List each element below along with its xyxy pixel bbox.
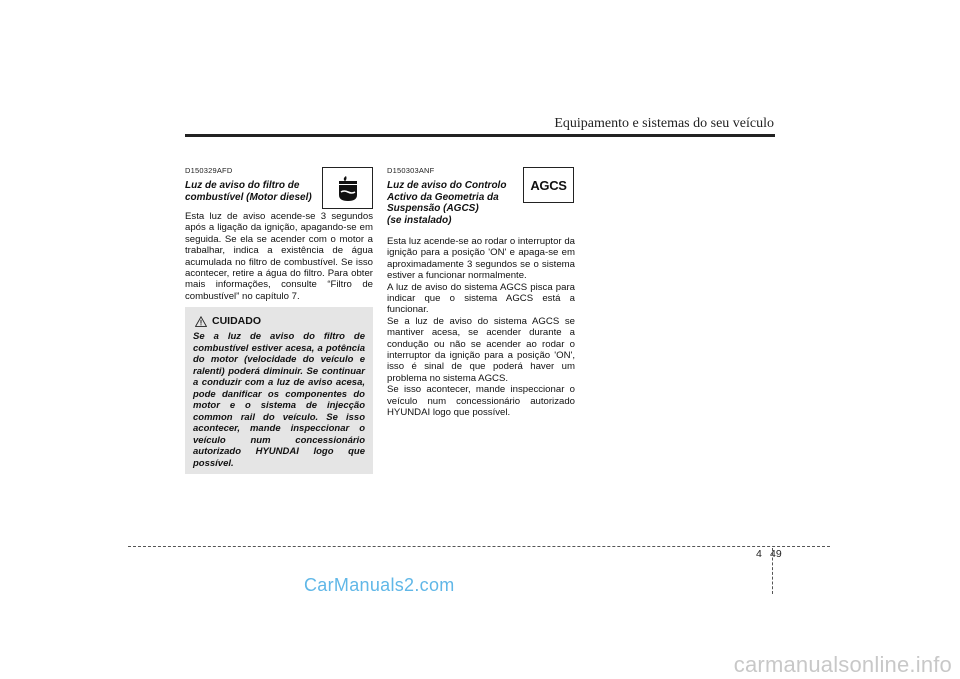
caution-title: CUIDADO [212,315,261,327]
agcs-warning-icon-box [523,167,574,203]
left-section-code: D150329AFD [185,166,233,175]
right-subtitle-line-4: (se instalado) [387,214,452,226]
right-subtitle-line-2: Activo da Geometria da [387,191,499,203]
right-section-code: D150303ANF [387,166,435,175]
right-paragraph-4: Se isso acontecer, mande inspeccionar o veículo num concessionário autorizado HYUNDAI logo que possível. [387,384,575,419]
caution-text: Se a luz de aviso do filtro de combustível estiver acesa, a potência do motor (velocidade do veículo e ralenti) poderá diminuir. Se continuar a conduzir com a luz de aviso acesa, pode danificar os componentes do motor e o sistema de injecção common rail do veículo. Se isso acontecer, mande inspeccionar o veículo num concessionário autorizado HYUNDAI logo que possível. [193,331,365,469]
warning-triangle-icon [195,316,207,327]
header-rule [185,134,775,137]
right-subtitle-line-3: Suspensão (AGCS) [387,203,479,214]
right-paragraph-1: Esta luz acende-se ao rodar o interruptor da ignição para a posição 'ON' e apaga-se em aproximadamente 3 segundos se o sistema estiver a funcionar normalmente. [387,236,575,282]
agcs-warning-icon: AGCS [530,177,567,193]
right-section [387,166,575,419]
right-paragraph-2: A luz de aviso do sistema AGCS pisca para indicar que o sistema AGCS está a funcionar. [387,281,575,316]
page-number-divider [772,548,773,594]
right-paragraph-3: Se a luz de aviso do sistema AGCS se mantiver acesa, se acender durante a condução ou não se acender ao rodar o interruptor da ignição para a posição 'ON', isso é sinal de que poderá haver um problema no sistema AGCS. [387,315,575,384]
caution-box [185,307,373,474]
section-number: 4 [756,548,762,560]
left-section-body: Esta luz de aviso acende-se 3 segundos após a ligação da ignição, apagando-se em seguida. Se ela se acender com o motor a trabalhar, indica a existência de água acumulada no filtro de combustível. Se isso acontecer, retire a água do filtro. Para obter mais informações, consulte “Filtro de combustível” no capítulo 7. [185,211,373,302]
site-watermark-text: carmanualsonline.info [733,652,952,677]
left-subtitle-line-2: combustível (Motor diesel) [185,191,312,203]
page-header-title: Equipamento e sistemas do seu veículo [554,116,774,131]
fuel-filter-warning-icon-box [322,167,373,209]
page-number-value: 49 [770,548,782,560]
page-number [756,548,782,560]
footer-dashed-rule [128,546,830,547]
right-section-body [387,236,575,419]
fuel-filter-water-warning-icon [333,173,363,203]
left-subtitle-line-1: Luz de aviso do filtro de [185,180,300,191]
right-subtitle-line-1: Luz de aviso do Controlo [387,180,507,191]
watermark-text: CarManuals2.com [304,575,455,595]
caution-header [195,315,261,327]
